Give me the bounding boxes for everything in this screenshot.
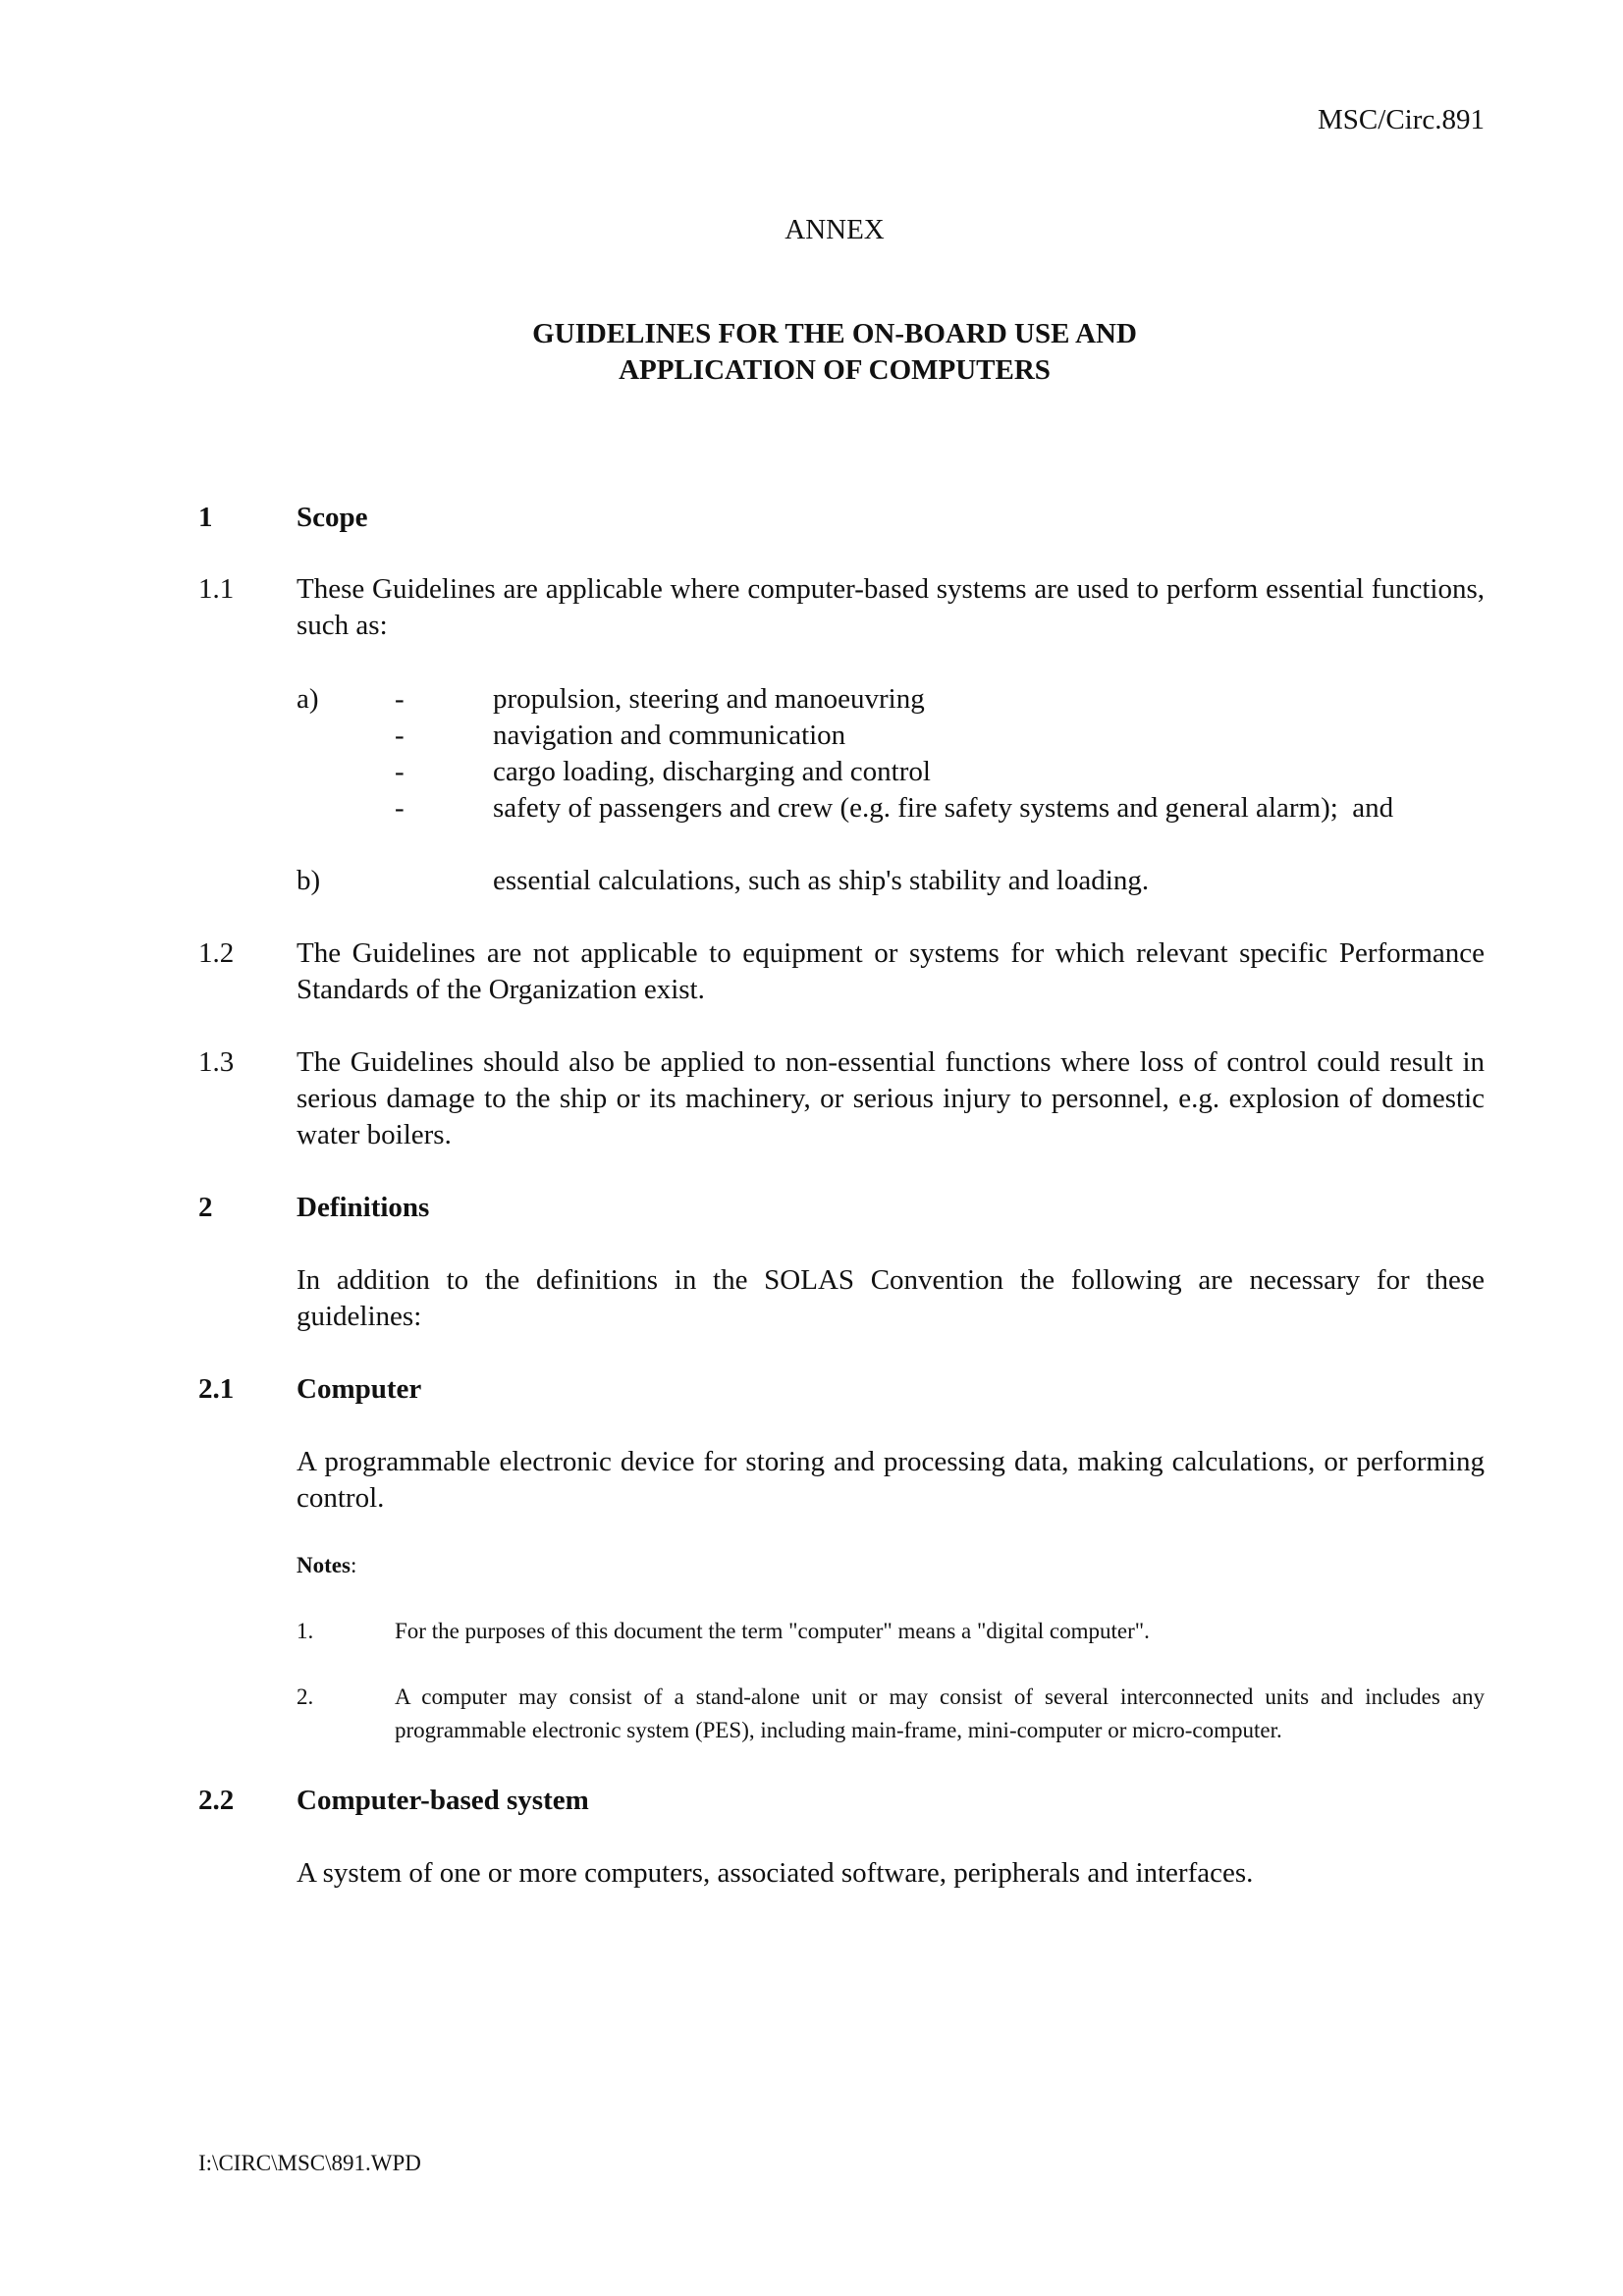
section-1-number: 1 [198, 502, 213, 533]
annex-heading: ANNEX [784, 214, 885, 245]
section-2-heading: Definitions [297, 1192, 430, 1223]
list-b-label: b) [297, 865, 321, 896]
subsection-2-2-number: 2.2 [198, 1785, 235, 1816]
paragraph-1-2-text: The Guidelines are not applicable to equipment or systems for which relevant specific Performance Standards of the Organization exist. [297, 937, 1485, 1005]
list-a-item: navigation and communication [493, 720, 846, 751]
list-a-dash: - [395, 792, 405, 824]
paragraph-1-3-number: 1.3 [198, 1046, 235, 1078]
list-a-label: a) [297, 683, 319, 715]
subsection-2-1-heading: Computer [297, 1373, 422, 1405]
notes-label-colon: : [350, 1553, 357, 1577]
list-b-text: essential calculations, such as ship's stability and loading. [493, 865, 1150, 896]
paragraph-1-1-text: These Guidelines are applicable where computer-based systems are used to perform essential functions, such as: [297, 573, 1485, 641]
subsection-2-1-number: 2.1 [198, 1373, 235, 1405]
list-a-item: propulsion, steering and manoeuvring [493, 683, 925, 715]
note-text: A computer may consist of a stand-alone unit or may consist of several interconnected units and includes any programmable electronic system (PES), including main-frame, mini-computer or micro-computer. [395, 1684, 1485, 1742]
section-1-heading: Scope [297, 502, 368, 533]
list-a-dash: - [395, 756, 405, 787]
subsection-2-2-text: A system of one or more computers, associated software, peripherals and interfaces. [297, 1857, 1254, 1889]
notes-label [297, 1549, 356, 1582]
section-2-intro: In addition to the definitions in the SOLAS Convention the following are necessary for these guidelines: [297, 1264, 1485, 1332]
title-line-2: APPLICATION OF COMPUTERS [619, 354, 1051, 386]
document-reference: MSC/Circ.891 [1318, 104, 1485, 135]
paragraph-1-1-number: 1.1 [198, 573, 235, 605]
title-line-1: GUIDELINES FOR THE ON-BOARD USE AND [532, 318, 1137, 349]
subsection-2-2-heading: Computer-based system [297, 1785, 589, 1816]
note-number: 1. [297, 1619, 314, 1643]
notes-label-text: Notes [297, 1553, 351, 1577]
paragraph-1-3-text: The Guidelines should also be applied to non-essential functions where loss of control could result in serious damage to the ship or its machinery, or serious injury to personnel, e.g. explosion of domestic water boilers. [297, 1046, 1485, 1150]
paragraph-1-2-number: 1.2 [198, 937, 235, 969]
list-a-item: cargo loading, discharging and control [493, 756, 931, 787]
note-text: For the purposes of this document the term "computer" means a "digital computer". [395, 1619, 1150, 1643]
subsection-2-1-text: A programmable electronic device for storing and processing data, making calculations, or performing control. [297, 1446, 1485, 1514]
footer-file-path: I:\CIRC\MSC\891.WPD [198, 2151, 421, 2175]
list-a-dash: - [395, 720, 405, 751]
list-a-dash: - [395, 683, 405, 715]
section-2-number: 2 [198, 1192, 213, 1223]
note-number: 2. [297, 1684, 314, 1709]
list-a-item: safety of passengers and crew (e.g. fire safety systems and general alarm); and [493, 792, 1394, 824]
